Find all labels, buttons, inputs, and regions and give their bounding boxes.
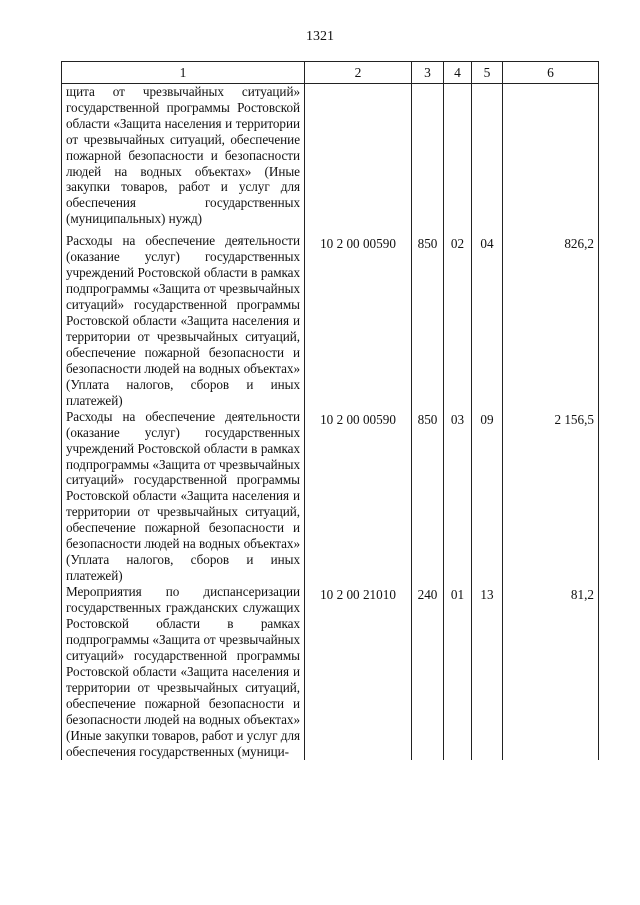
table-row bbox=[62, 409, 599, 584]
header-col-5: 5 bbox=[472, 62, 503, 84]
table-row bbox=[62, 233, 599, 408]
page-number: 1321 bbox=[306, 29, 334, 44]
row-target-code: 10 2 00 00590 bbox=[305, 409, 412, 584]
row-description: Расходы на обеспечение деятельности (оказание услуг) государственных учреждений Ростовской области в рамках подпрограммы «Защита от чрезвычайных ситуаций» государственной программы Ростовской области «Защита населения и территории от чрезвычайных ситуаций, обеспечение пожарной безопасности и безопасности людей на водных объектах» (Уплата налогов, сборов и иных платежей) bbox=[62, 409, 305, 584]
row-subsection: 09 bbox=[472, 409, 503, 584]
row-expense-type bbox=[412, 84, 444, 234]
row-description: Мероприятия по диспансеризации государственных гражданских служащих Ростовской области в рамках подпрограммы «Защита от чрезвычайных ситуаций» государственной программы Ростовской области «Защита населения и территории от чрезвычайных ситуаций, обеспечение пожарной безопасности и безопасности людей на водных объектах» (Иные закупки товаров, работ и услуг для обеспечения государственных (муници- bbox=[62, 584, 305, 759]
row-target-code: 10 2 00 21010 bbox=[305, 584, 412, 759]
row-amount: 2 156,5 bbox=[503, 409, 599, 584]
row-target-code bbox=[305, 84, 412, 234]
row-amount: 826,2 bbox=[503, 233, 599, 408]
row-description: щита от чрезвычайных ситуаций» государственной программы Ростовской области «Защита населения и территории от чрезвычайных ситуаций, обеспечение пожарной безопасности и безопасности людей на водных объектах» (Иные закупки товаров, работ и услуг для обеспечения государственных (муниципальных) нужд) bbox=[62, 84, 305, 234]
header-col-4: 4 bbox=[444, 62, 472, 84]
row-description: Расходы на обеспечение деятельности (оказание услуг) государственных учреждений Ростовской области в рамках подпрограммы «Защита от чрезвычайных ситуаций» государственной программы Ростовской области «Защита населения и территории от чрезвычайных ситуаций, обеспечение пожарной безопасности и безопасности людей на водных объектах» (Уплата налогов, сборов и иных платежей) bbox=[62, 233, 305, 408]
row-section bbox=[444, 84, 472, 234]
table-row bbox=[62, 84, 599, 234]
row-amount bbox=[503, 84, 599, 234]
table-header-row bbox=[62, 62, 599, 84]
row-section: 02 bbox=[444, 233, 472, 408]
row-expense-type: 240 bbox=[412, 584, 444, 759]
row-expense-type: 850 bbox=[412, 233, 444, 408]
row-amount: 81,2 bbox=[503, 584, 599, 759]
row-target-code: 10 2 00 00590 bbox=[305, 233, 412, 408]
row-subsection: 13 bbox=[472, 584, 503, 759]
row-subsection bbox=[472, 84, 503, 234]
header-col-2: 2 bbox=[305, 62, 412, 84]
row-section: 01 bbox=[444, 584, 472, 759]
header-col-1: 1 bbox=[62, 62, 305, 84]
row-expense-type: 850 bbox=[412, 409, 444, 584]
row-section: 03 bbox=[444, 409, 472, 584]
budget-table bbox=[61, 61, 599, 760]
header-col-6: 6 bbox=[503, 62, 599, 84]
table-row bbox=[62, 584, 599, 759]
header-col-3: 3 bbox=[412, 62, 444, 84]
row-subsection: 04 bbox=[472, 233, 503, 408]
